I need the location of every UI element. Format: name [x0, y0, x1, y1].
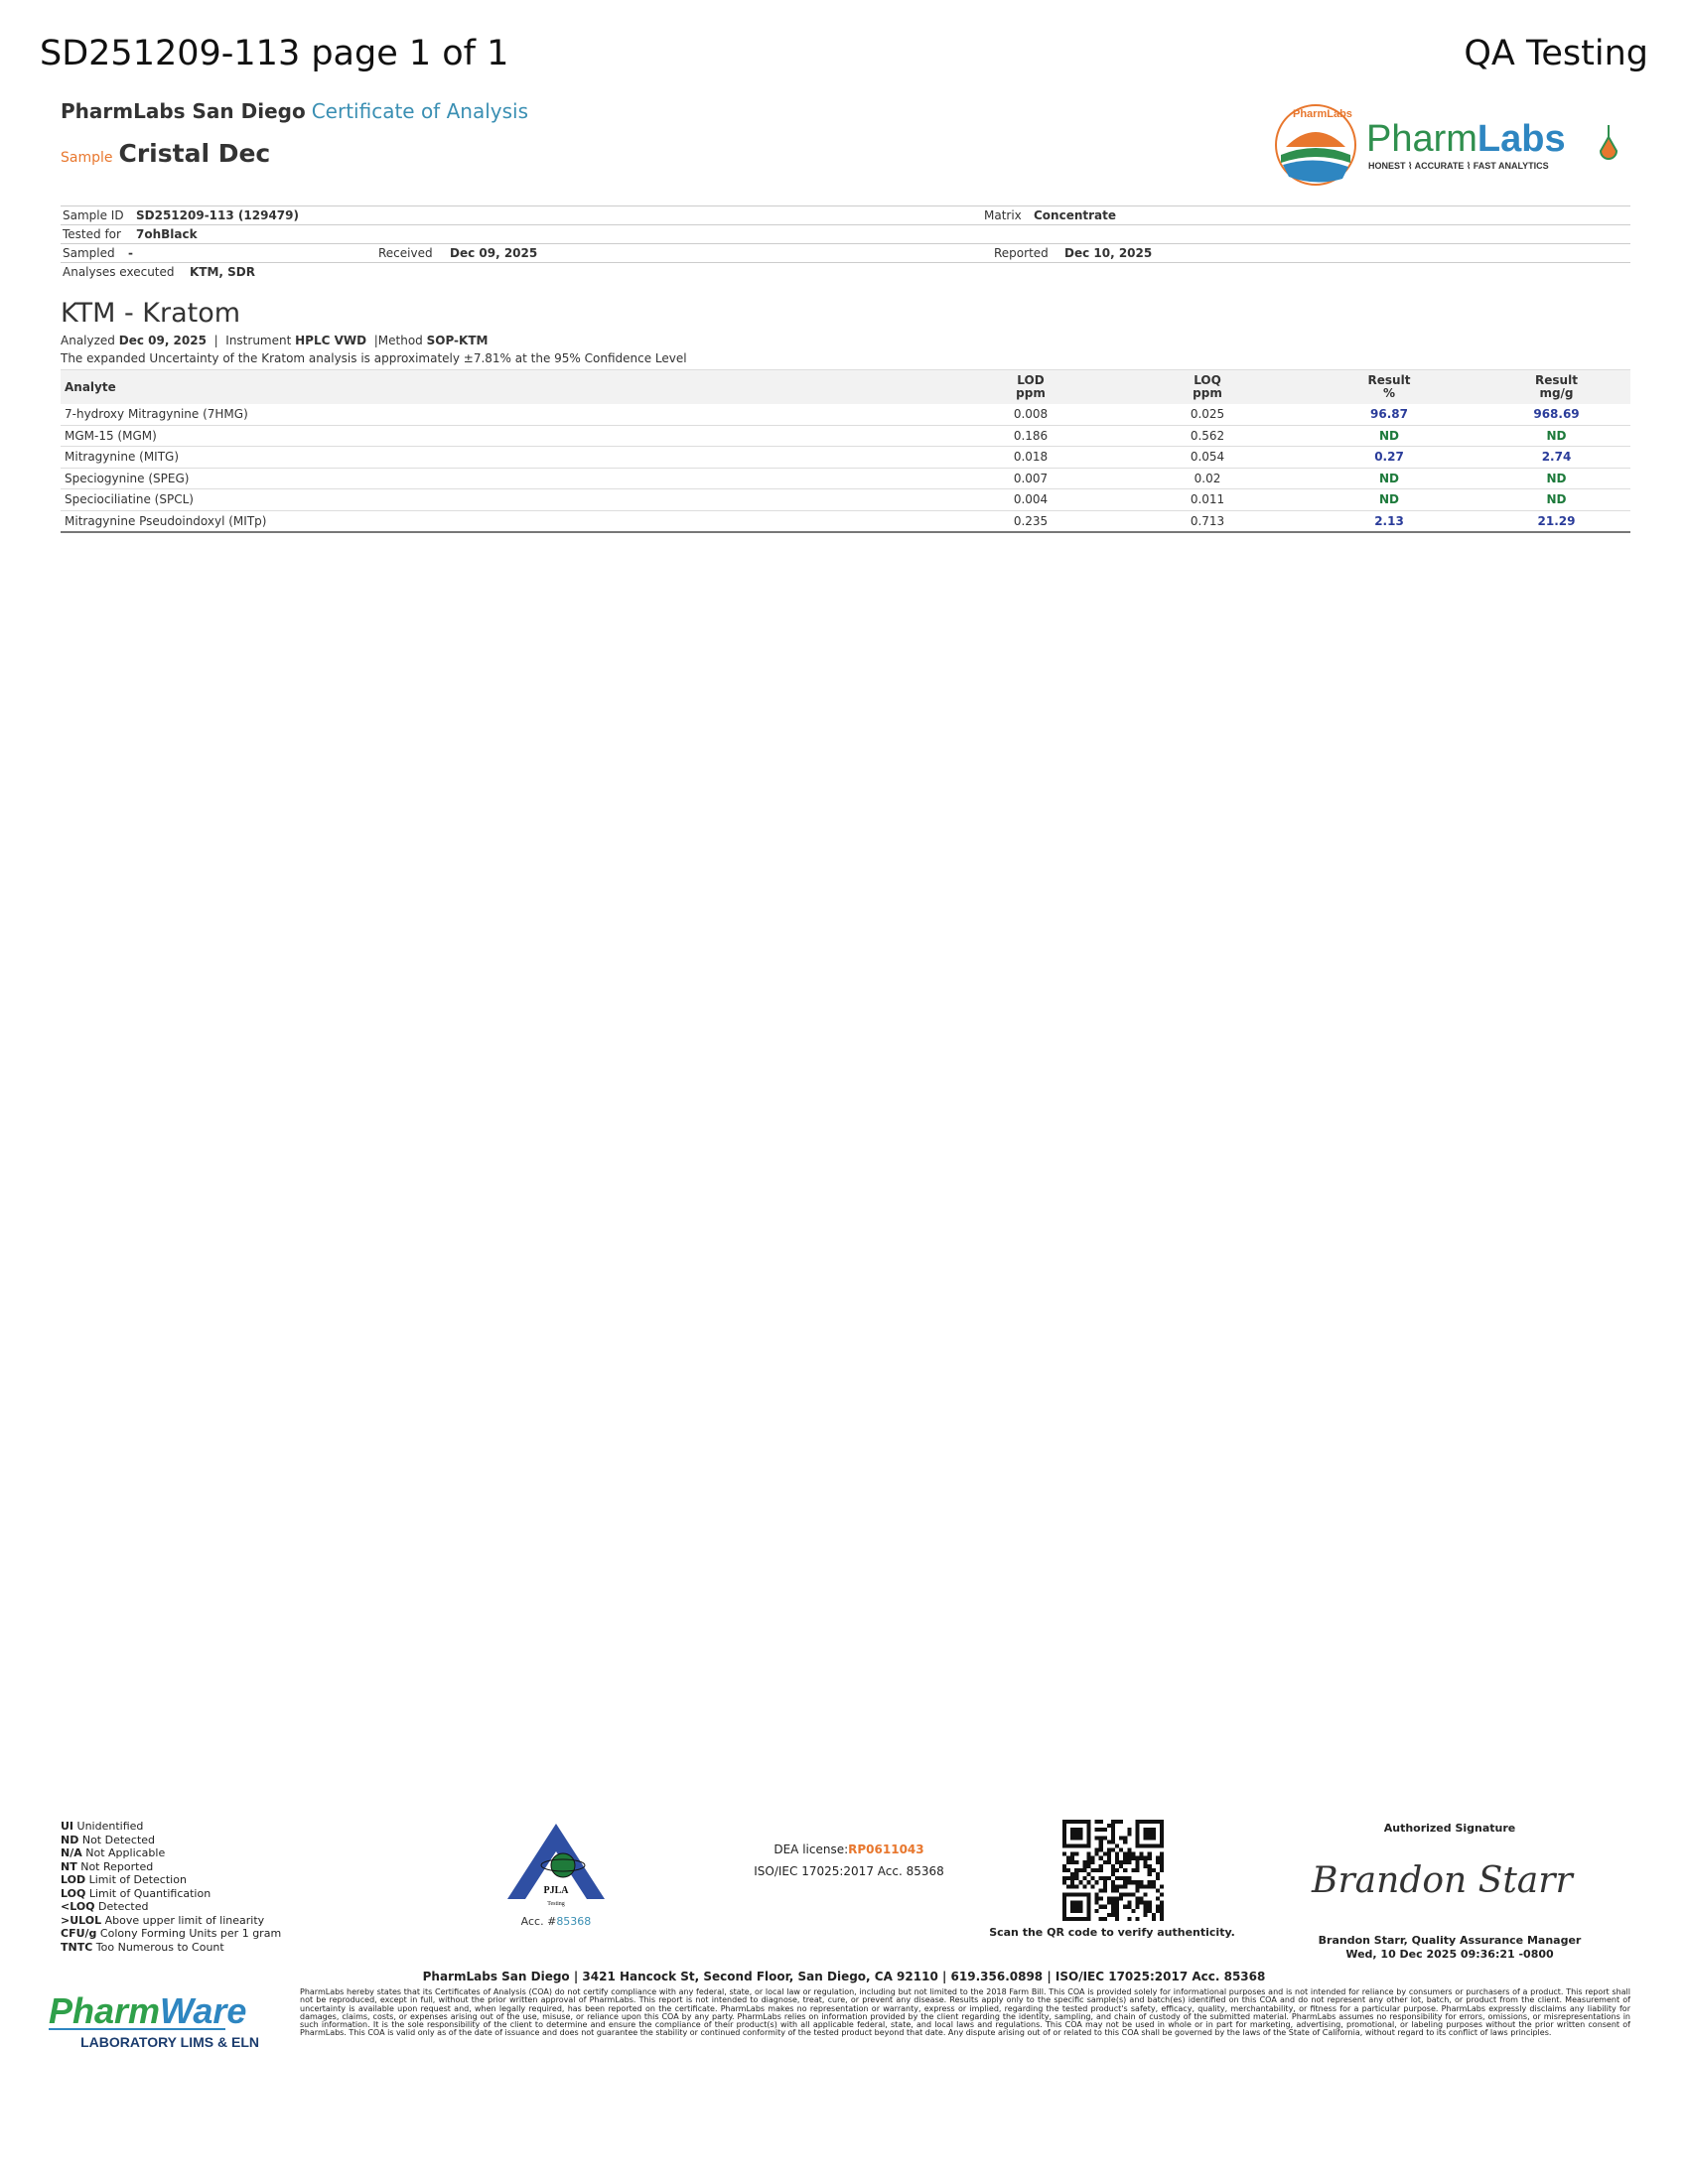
col-result-pct	[1296, 370, 1482, 405]
result-mg-cell: 2.74	[1482, 447, 1630, 469]
legend-item	[61, 1834, 281, 1847]
legend-abbr: LOD	[61, 1873, 86, 1886]
legend-abbr: N/A	[61, 1846, 82, 1859]
lod-cell: 0.235	[942, 510, 1119, 532]
result-row	[61, 468, 1630, 489]
legend-text: Limit of Quantification	[88, 1886, 211, 1900]
loq-cell: 0.713	[1119, 510, 1296, 532]
method-label: Method	[377, 334, 423, 347]
pjla-globe	[551, 1853, 575, 1877]
sampled-value: -	[128, 246, 133, 260]
col-result-mg-unit: mg/g	[1539, 386, 1574, 400]
result-pct-cell: ND	[1296, 425, 1482, 447]
legend-abbr: TNTC	[61, 1940, 93, 1954]
legend-item	[61, 1941, 281, 1955]
result-pct-cell: 2.13	[1296, 510, 1482, 532]
analyses-label: Analyses executed	[63, 265, 175, 279]
lod-cell: 0.018	[942, 447, 1119, 469]
col-result-pct-label: Result	[1367, 373, 1411, 387]
pharmlabs-logo	[1271, 97, 1628, 193]
analyte-cell: Mitragynine (MITG)	[61, 447, 942, 469]
reported-label: Reported	[994, 246, 1049, 260]
qr-modules	[1062, 1820, 1164, 1921]
pjla-acc	[501, 1915, 611, 1928]
method-value: SOP-KTM	[426, 334, 489, 347]
analyses-value: KTM, SDR	[190, 265, 256, 279]
pjla-acc-num: 85368	[556, 1915, 592, 1928]
lod-cell: 0.008	[942, 404, 1119, 425]
matrix-value: Concentrate	[1034, 208, 1117, 222]
sample-name: Cristal Dec	[118, 139, 271, 168]
legend-item	[61, 1820, 281, 1834]
result-mg-cell: ND	[1482, 425, 1630, 447]
result-row	[61, 510, 1630, 532]
sample-title	[61, 139, 270, 168]
analyte-cell: 7-hydroxy Mitragynine (7HMG)	[61, 404, 942, 425]
instrument-label: Instrument	[225, 334, 292, 347]
pharmware-logo	[47, 1985, 265, 2055]
legend-abbr: <LOQ	[61, 1900, 95, 1913]
qr-code[interactable]	[1062, 1820, 1164, 1921]
tested-for-value: 7ohBlack	[136, 227, 198, 241]
received-value: Dec 09, 2025	[450, 246, 538, 260]
legend-abbr: NT	[61, 1859, 77, 1873]
tested-for-label: Tested for	[63, 227, 121, 241]
abbreviation-legend	[61, 1820, 281, 1954]
legend-text: Not Reported	[80, 1859, 154, 1873]
result-row	[61, 489, 1630, 511]
loq-cell: 0.562	[1119, 425, 1296, 447]
iso-line: ISO/IEC 17025:2017 Acc. 85368	[754, 1864, 944, 1878]
signature-title: Authorized Signature	[1383, 1822, 1516, 1835]
legend-text: Unidentified	[76, 1820, 144, 1833]
lod-cell: 0.004	[942, 489, 1119, 511]
signature-script: Brandon Starr	[1312, 1860, 1573, 1901]
col-lod	[942, 370, 1119, 405]
reported-value: Dec 10, 2025	[1064, 246, 1153, 260]
results-header-row	[61, 370, 1630, 405]
info-row-sample-id	[61, 205, 1630, 224]
result-row	[61, 425, 1630, 447]
result-pct-cell: ND	[1296, 468, 1482, 489]
legend-item	[61, 1873, 281, 1887]
results-body	[61, 404, 1630, 532]
legend-item	[61, 1900, 281, 1914]
lab-title	[61, 99, 528, 123]
legend-abbr: LOQ	[61, 1886, 86, 1900]
legend-item	[61, 1914, 281, 1928]
report-id-header: SD251209-113 page 1 of 1	[40, 34, 509, 73]
pharmware-b: Ware	[160, 1990, 247, 2031]
dea-line	[735, 1839, 963, 1860]
flask-icon	[1601, 125, 1617, 159]
result-mg-cell: ND	[1482, 489, 1630, 511]
legend-text: Above upper limit of linearity	[104, 1913, 265, 1927]
result-mg-cell: 968.69	[1482, 404, 1630, 425]
analyzed-value: Dec 09, 2025	[118, 334, 207, 347]
result-mg-cell: ND	[1482, 468, 1630, 489]
received-label: Received	[378, 246, 433, 260]
lod-cell: 0.007	[942, 468, 1119, 489]
result-mg-cell: 21.29	[1482, 510, 1630, 532]
col-result-mg-label: Result	[1535, 373, 1578, 387]
matrix-label: Matrix	[984, 208, 1022, 222]
legend-abbr: >ULOL	[61, 1913, 102, 1927]
pjla-acc-label: Acc. #	[520, 1915, 557, 1928]
section-title: KTM - Kratom	[61, 298, 241, 329]
col-lod-unit: ppm	[1016, 386, 1046, 400]
loq-cell: 0.02	[1119, 468, 1296, 489]
analyzed-label: Analyzed	[61, 334, 115, 347]
legend-text: Detected	[98, 1900, 149, 1913]
pjla-sub: Testing	[547, 1901, 565, 1907]
handwritten-signature	[1306, 1848, 1594, 1910]
analyte-cell: Speciogynine (SPEG)	[61, 468, 942, 489]
legend-item	[61, 1860, 281, 1874]
result-row	[61, 447, 1630, 469]
result-pct-cell: 96.87	[1296, 404, 1482, 425]
legend-abbr: ND	[61, 1833, 79, 1846]
col-loq-unit: ppm	[1193, 386, 1222, 400]
legend-item	[61, 1927, 281, 1941]
uncertainty-note: The expanded Uncertainty of the Kratom analysis is approximately ±7.81% at the 95% Confidence Level	[61, 351, 687, 365]
qa-testing-header: QA Testing	[1464, 34, 1648, 73]
legend-text: Not Applicable	[85, 1846, 166, 1859]
pharmware-sub: LABORATORY LIMS & ELN	[80, 2034, 259, 2050]
brand-pharm: Pharm	[1366, 118, 1477, 160]
legend-text: Too Numerous to Count	[95, 1940, 224, 1954]
info-row-tested-for	[61, 224, 1630, 243]
loq-cell: 0.054	[1119, 447, 1296, 469]
dea-block	[735, 1839, 963, 1882]
signer-block	[1301, 1934, 1599, 1962]
legend-item	[61, 1887, 281, 1901]
seal-text: PharmLabs	[1293, 108, 1352, 120]
analyte-cell: Speciociliatine (SPCL)	[61, 489, 942, 511]
pjla-name: PJLA	[543, 1885, 569, 1896]
dea-license: RP0611043	[848, 1843, 924, 1856]
instrument-value: HPLC VWD	[295, 334, 367, 347]
lod-cell: 0.186	[942, 425, 1119, 447]
loq-cell: 0.025	[1119, 404, 1296, 425]
analysis-meta: Analyzed Dec 09, 2025 | Instrument HPLC VWD |Method SOP-KTM	[61, 334, 489, 347]
legend-item	[61, 1846, 281, 1860]
footer-address: PharmLabs San Diego | 3421 Hancock St, Second Floor, San Diego, CA 92110 | 619.356.0898 | ISO/IEC 17025:2017 Acc. 85368	[422, 1970, 1266, 1983]
dea-label: DEA license:	[774, 1843, 849, 1856]
analyte-cell: MGM-15 (MGM)	[61, 425, 942, 447]
legal-disclaimer: PharmLabs hereby states that its Certificates of Analysis (COA) do not certify compliance with any federal, state, or local law or regulation, including but not limited to the 2018 Farm Bill. This COA is provided solely for informational purposes and is not intended for reliance by consumers or purchasers of a product. This report shall not be reproduced, except in full, without the prior written approval of PharmLabs. This report is not intended to diagnose, treat, cure, or prevent any disease. Results apply only to the specific sample(s) and batch(es) identified on this COA and do not represent any other lot, batch, or product from the client. Measurement of uncertainty is available upon request and, when legally required, has been reported on the certificate. PharmLabs makes no representation or warranty, express or implied, regarding the tested product's safety, efficacy, quality, merchantability, or fitness for a particular purpose. PharmLabs expressly disclaims any liability for damages, claims, costs, or expenses arising out of the use, misuse, or reliance upon this COA by any party. PharmLabs relies on information provided by the client regarding the identity, sampling, and chain of custody of the submitted material. PharmLabs assumes no responsibility for errors, omissions, or misrepresentations in such information. It is the sole responsibility of the client to determine and ensure the compliance of their product(s) with all applicable federal, state, and local laws and regulations. This COA may not be used in whole or in part for marketing, advertising, promotional, or labeling purposes without the prior written consent of PharmLabs. This COA is valid only as of the date of issuance and does not guarantee the stability or continued conformity of the tested product beyond that date. Any dispute arising out of or related to this COA shall be governed by the laws of the State of California, without regard to its conflict of laws principles.	[300, 1987, 1630, 2038]
legend-abbr: CFU/g	[61, 1927, 97, 1940]
col-result-pct-unit: %	[1382, 386, 1396, 400]
result-row	[61, 404, 1630, 425]
sampled-label: Sampled	[63, 246, 115, 260]
legend-text: Colony Forming Units per 1 gram	[99, 1927, 282, 1940]
pharmware-a: Pharm	[49, 1990, 161, 2031]
doc-type: Certificate of Analysis	[311, 99, 528, 123]
pjla-logo	[501, 1822, 611, 1911]
col-analyte: Analyte	[61, 370, 942, 405]
brand-wordmark	[1366, 118, 1566, 160]
signed-date: Wed, 10 Dec 2025 09:36:21 -0800	[1345, 1948, 1554, 1961]
pharmware-wordmark	[49, 1990, 246, 2031]
lab-name: PharmLabs San Diego	[61, 99, 306, 123]
signer-name: Brandon Starr, Quality Assurance Manager	[1318, 1934, 1582, 1947]
info-row-dates	[61, 243, 1630, 262]
logo-tagline: HONEST ⌇ ACCURATE ⌇ FAST ANALYTICS	[1368, 161, 1549, 171]
sample-label: Sample	[61, 150, 113, 166]
col-result-mg	[1482, 370, 1630, 405]
brand-labs: Labs	[1477, 118, 1566, 160]
col-loq	[1119, 370, 1296, 405]
result-pct-cell: 0.27	[1296, 447, 1482, 469]
sample-id-value: SD251209-113 (129479)	[136, 208, 299, 222]
legend-text: Limit of Detection	[88, 1873, 187, 1886]
analyte-cell: Mitragynine Pseudoindoxyl (MITp)	[61, 510, 942, 532]
legend-abbr: UI	[61, 1820, 74, 1833]
info-row-analyses	[61, 262, 1630, 281]
sample-id-label: Sample ID	[63, 208, 124, 222]
qr-caption: Scan the QR code to verify authenticity.	[989, 1926, 1235, 1939]
col-lod-label: LOD	[1017, 373, 1045, 387]
result-pct-cell: ND	[1296, 489, 1482, 511]
legend-text: Not Detected	[81, 1833, 156, 1846]
loq-cell: 0.011	[1119, 489, 1296, 511]
col-loq-label: LOQ	[1194, 373, 1221, 387]
results-table	[61, 369, 1630, 533]
pjla-accreditation	[501, 1822, 611, 1928]
